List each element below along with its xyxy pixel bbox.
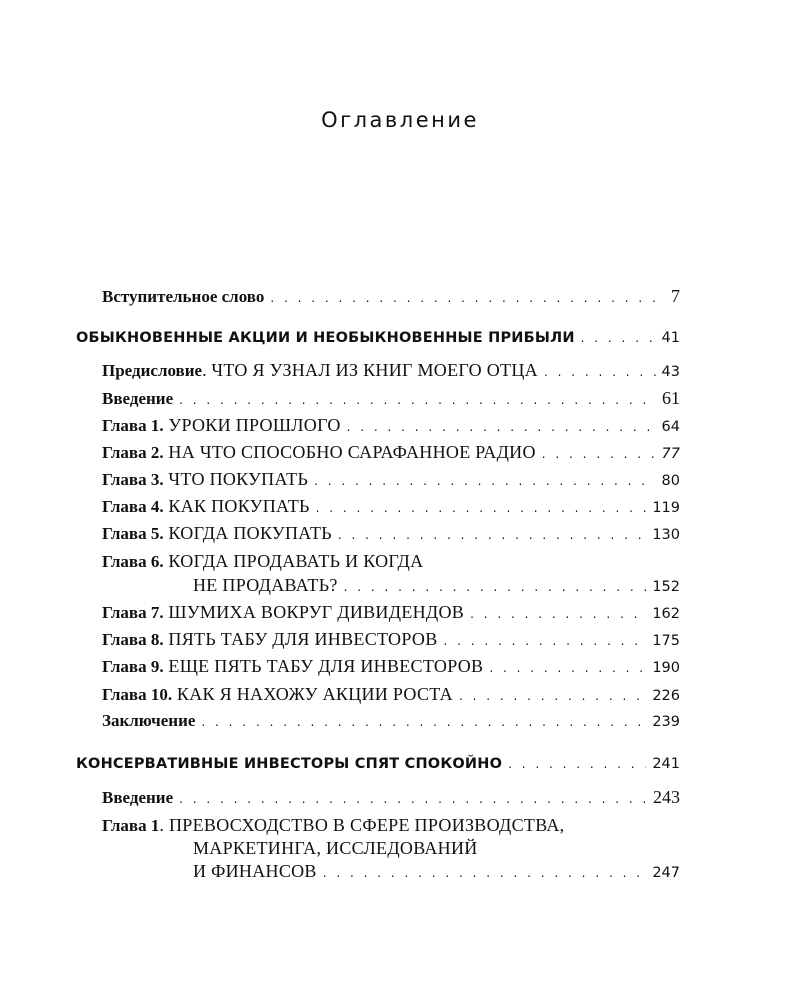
part-title: КОНСЕРВАТИВНЫЕ ИНВЕСТОРЫ СПЯТ СПОКОЙНО xyxy=(76,756,503,772)
toc-entry-intro[interactable] xyxy=(102,285,680,309)
entry-label: Глава 1 xyxy=(102,816,160,835)
dot-leader xyxy=(201,711,646,733)
page-number: 80 xyxy=(661,473,680,489)
page-number: 226 xyxy=(652,688,680,704)
entry-title: УРОКИ ПРОШЛОГО xyxy=(163,415,341,435)
dot-leader xyxy=(489,657,646,679)
toc-entry-preface[interactable] xyxy=(102,359,680,383)
page-number: 77 xyxy=(661,446,680,462)
dot-leader xyxy=(316,497,647,519)
toc-entry-part2-chapter-1-line-3[interactable] xyxy=(193,860,680,884)
entry-label: Введение xyxy=(102,788,174,807)
toc-entry-chapter-8[interactable] xyxy=(102,628,680,652)
entry-label: Глава 1. xyxy=(102,416,164,435)
toc-entry-chapter-9[interactable] xyxy=(102,655,680,679)
toc-entry-chapter-6-line-2[interactable] xyxy=(193,574,680,598)
entry-title: КАК ПОКУПАТЬ xyxy=(163,496,310,516)
page-number: 175 xyxy=(652,633,680,649)
entry-title: КОГДА ПОКУПАТЬ xyxy=(163,523,332,543)
toc-entry-chapter-1[interactable] xyxy=(102,414,680,438)
toc-part-2[interactable] xyxy=(76,753,680,775)
dot-leader xyxy=(344,576,647,598)
dot-leader xyxy=(314,470,655,492)
entry-title: ЧТО Я УЗНАЛ ИЗ КНИГ МОЕГО ОТЦА xyxy=(206,360,538,380)
page-number: 64 xyxy=(661,419,680,435)
dot-leader xyxy=(542,443,656,465)
toc-entry-chapter-2[interactable] xyxy=(102,441,680,465)
entry-label: Глава 4. xyxy=(102,497,164,516)
entry-label: Вступительное слово xyxy=(102,287,265,306)
entry-label: Глава 2. xyxy=(102,443,164,462)
page-number: 239 xyxy=(652,714,680,730)
toc-entry-chapter-7[interactable] xyxy=(102,601,680,625)
toc-entry-chapter-5[interactable] xyxy=(102,522,680,546)
entry-label: Глава 6. xyxy=(102,552,164,571)
entry-title: ЕЩЕ ПЯТЬ ТАБУ ДЛЯ ИНВЕСТОРОВ xyxy=(163,656,484,676)
entry-title: КОГДА ПРОДАВАТЬ И КОГДА xyxy=(163,551,424,571)
entry-title: ПЯТЬ ТАБУ ДЛЯ ИНВЕСТОРОВ xyxy=(163,629,438,649)
toc-entry-chapter-4[interactable] xyxy=(102,495,680,519)
entry-title-cont: МАРКЕТИНГА, ИССЛЕДОВАНИЙ xyxy=(193,838,478,858)
toc-entry-introduction[interactable] xyxy=(102,387,680,411)
toc-entry-chapter-3[interactable] xyxy=(102,468,680,492)
entry-title-cont: И ФИНАНСОВ xyxy=(193,861,317,881)
toc-entry-part2-introduction[interactable] xyxy=(102,786,680,810)
page-number: 162 xyxy=(652,606,680,622)
page-number: 119 xyxy=(652,500,680,516)
dot-leader xyxy=(179,389,656,411)
entry-title: НА ЧТО СПОСОБНО САРАФАННОЕ РАДИО xyxy=(163,442,536,462)
toc-entry-conclusion[interactable] xyxy=(102,710,680,733)
page-number: 7 xyxy=(671,286,680,306)
dot-leader xyxy=(270,287,665,309)
toc-entry-part2-chapter-1-line-1[interactable] xyxy=(102,814,564,837)
entry-label: Заключение xyxy=(102,711,196,730)
toc-entry-chapter-10[interactable] xyxy=(102,683,680,707)
page-number: 61 xyxy=(662,388,680,408)
toc-entry-chapter-6-line-1[interactable] xyxy=(102,550,423,573)
entry-title: ПРЕВОСХОДСТВО В СФЕРЕ ПРОИЗВОДСТВА, xyxy=(164,815,565,835)
entry-title-cont: НЕ ПРОДАВАТЬ? xyxy=(193,575,338,595)
page-number: 43 xyxy=(661,364,680,380)
entry-label: Глава 8. xyxy=(102,630,164,649)
entry-separator: . xyxy=(159,815,165,835)
entry-title: ЧТО ПОКУПАТЬ xyxy=(163,469,309,489)
entry-title: КАК Я НАХОЖУ АКЦИИ РОСТА xyxy=(172,684,453,704)
page-number: 247 xyxy=(652,865,680,881)
dot-leader xyxy=(470,603,646,625)
entry-label: Глава 3. xyxy=(102,470,164,489)
dot-leader xyxy=(544,361,656,383)
dot-leader xyxy=(508,753,646,775)
entry-label: Глава 7. xyxy=(102,603,164,622)
dot-leader xyxy=(459,685,646,707)
dot-leader xyxy=(581,327,656,349)
page-number: 241 xyxy=(652,756,680,772)
entry-label: Предисловие xyxy=(102,361,203,380)
page-number: 130 xyxy=(652,527,680,543)
dot-leader xyxy=(444,630,647,652)
entry-separator: . xyxy=(202,360,207,380)
entry-label: Глава 5. xyxy=(102,524,164,543)
dot-leader xyxy=(179,788,647,810)
toc-part-1[interactable] xyxy=(76,327,680,349)
page-number: 41 xyxy=(661,330,680,346)
dot-leader xyxy=(347,416,656,438)
entry-label: Глава 9. xyxy=(102,657,164,676)
page-number: 152 xyxy=(652,579,680,595)
entry-label: Глава 10. xyxy=(102,685,173,704)
part-title: ОБЫКНОВЕННЫЕ АКЦИИ И НЕОБЫКНОВЕННЫЕ ПРИБЫЛИ xyxy=(76,330,575,346)
page-number: 190 xyxy=(652,660,680,676)
page-number: 243 xyxy=(653,787,680,807)
dot-leader xyxy=(338,524,646,546)
page-title: Оглавление xyxy=(321,108,479,132)
entry-label: Введение xyxy=(102,389,174,408)
toc-entry-part2-chapter-1-line-2[interactable] xyxy=(193,837,478,859)
dot-leader xyxy=(323,862,647,884)
entry-title: ШУМИХА ВОКРУГ ДИВИДЕНДОВ xyxy=(163,602,465,622)
